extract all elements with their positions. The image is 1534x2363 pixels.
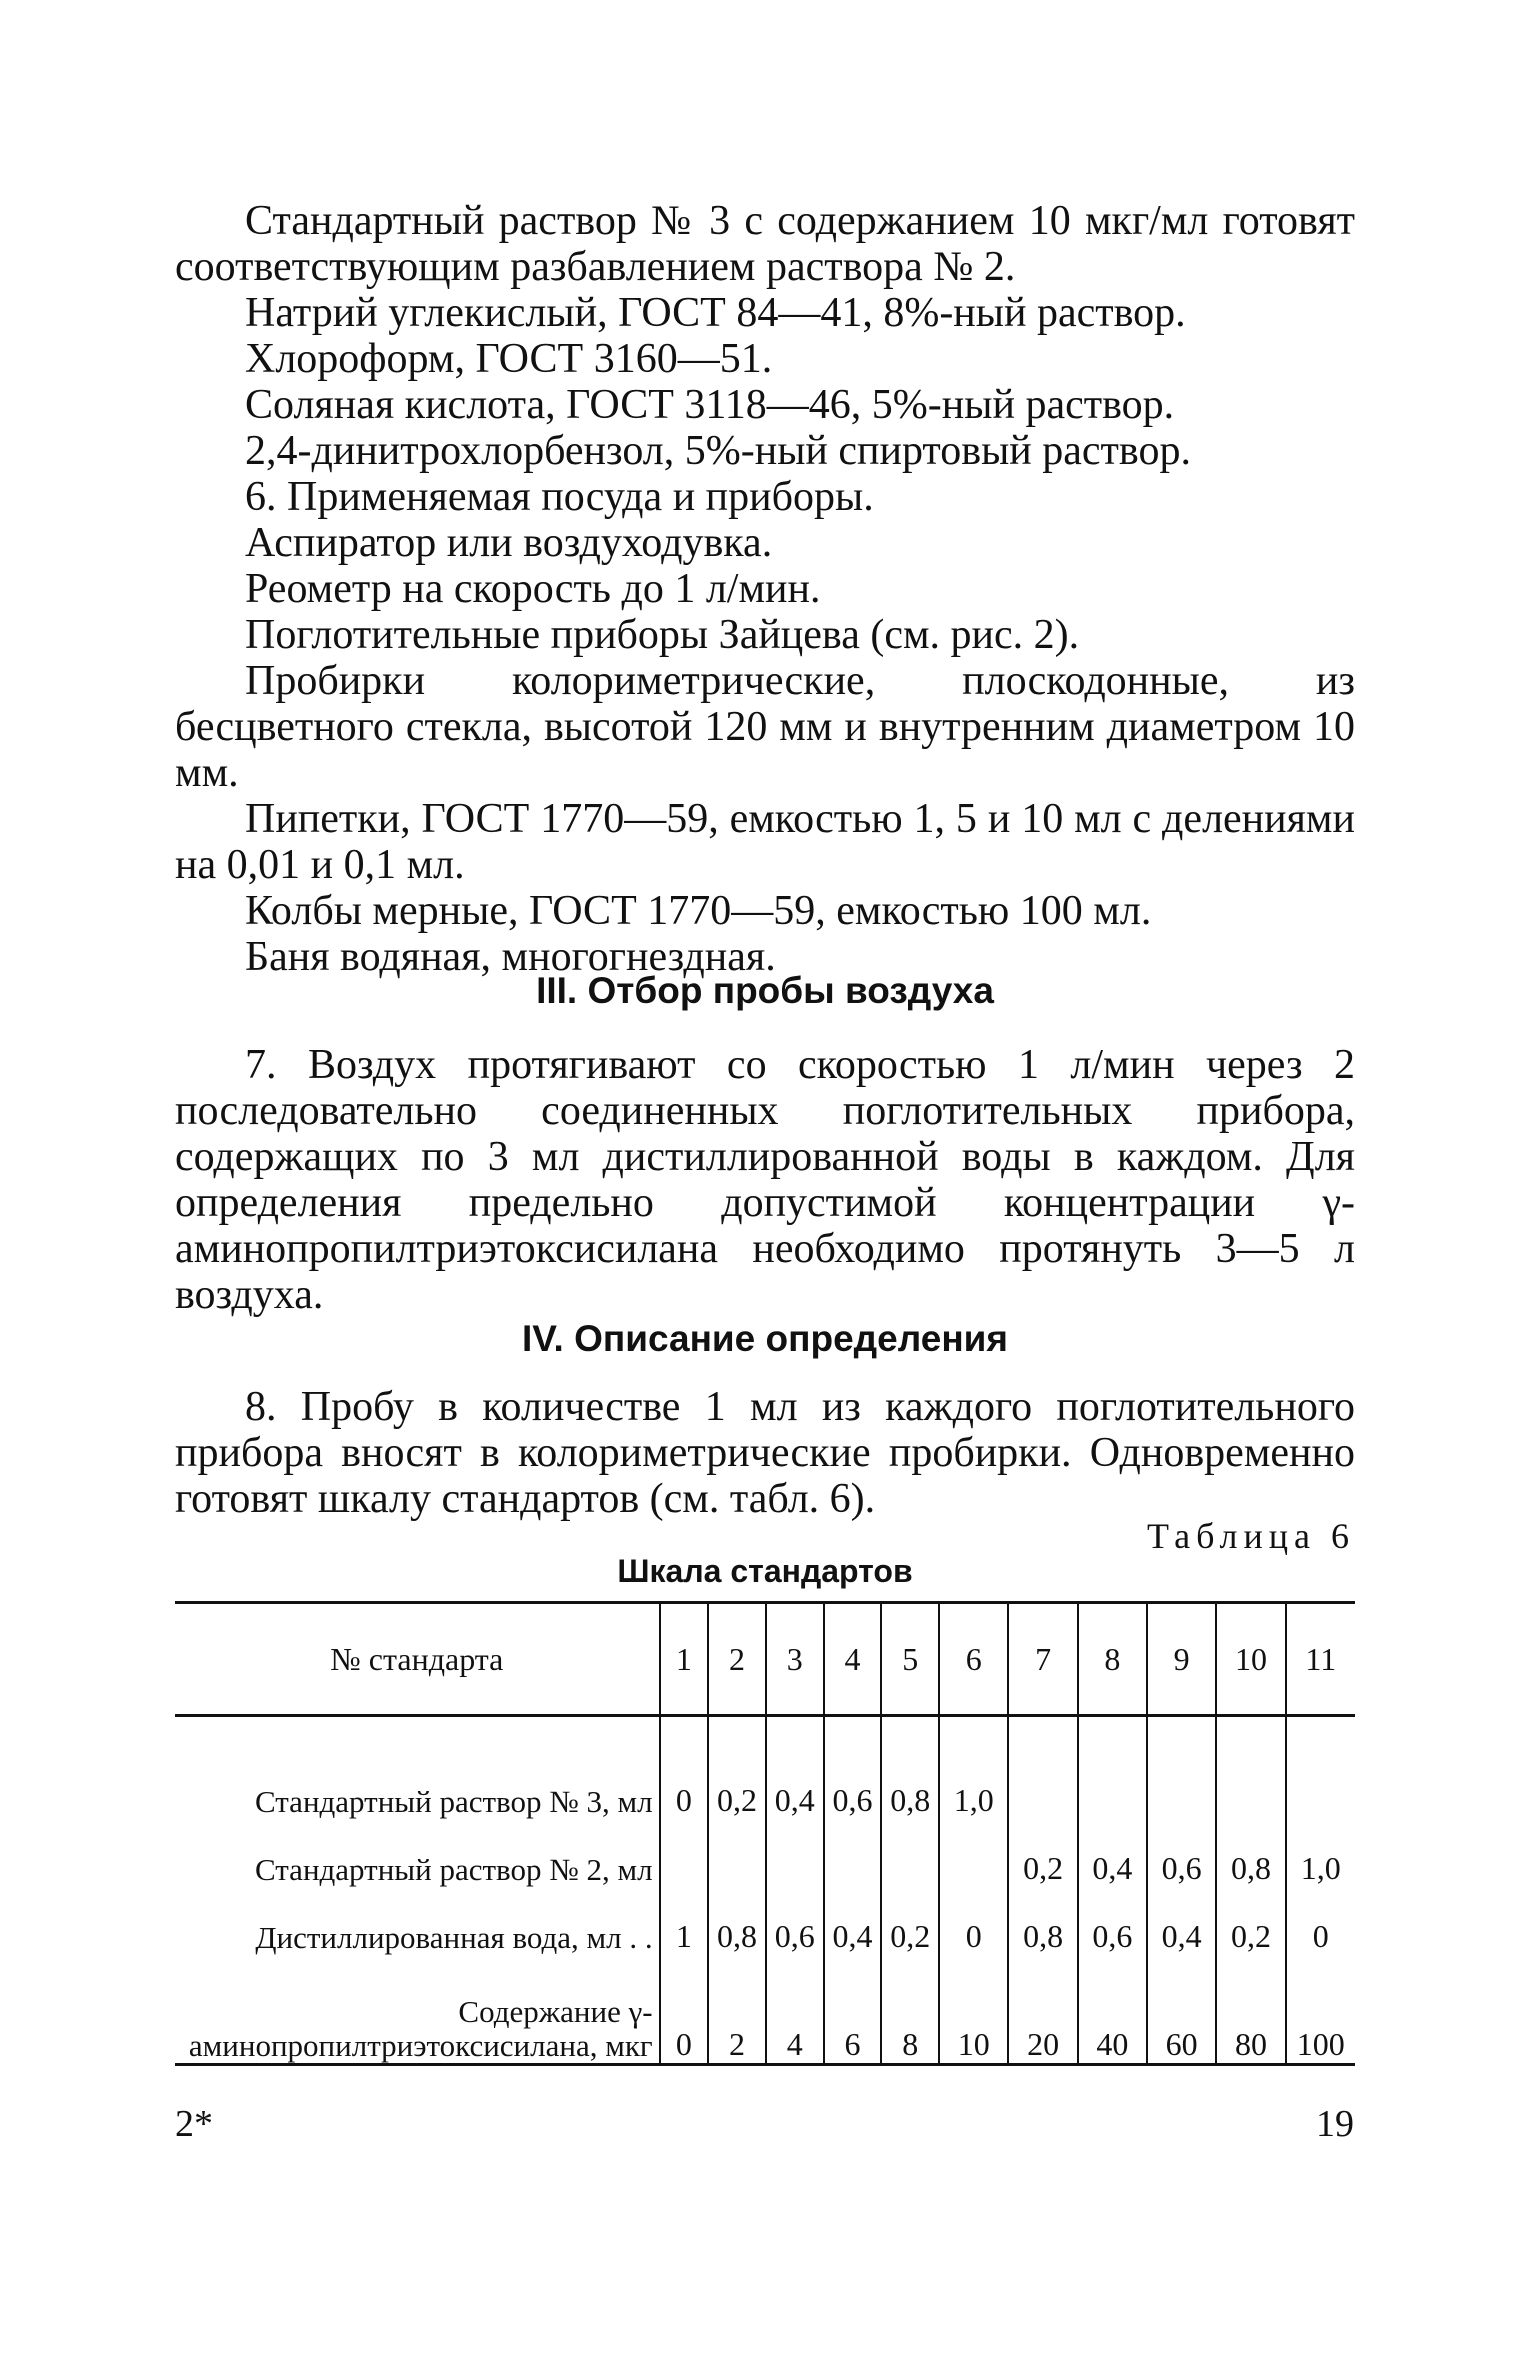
paragraph: Пипетки, ГОСТ 1770—59, емкостью 1, 5 и 10 мл с делениями на 0,01 и 0,1 мл.	[175, 796, 1355, 888]
table-cell: 0,4	[1078, 1819, 1147, 1887]
paragraph: Стандартный раствор № 3 с содержанием 10 мкг/мл готовят соответствующим разбавлением раствора № 2.	[175, 198, 1355, 290]
table-cell: 0,6	[766, 1887, 824, 1955]
table-cell: 40	[1078, 1955, 1147, 2065]
table-cell	[1147, 1716, 1216, 1820]
header-cell: 2	[708, 1603, 766, 1716]
table-cell	[708, 1819, 766, 1887]
paragraph: Баня водяная, многогнездная.	[245, 934, 776, 980]
table-cell: 4	[766, 1955, 824, 2065]
header-cell: 5	[881, 1603, 939, 1716]
table-cell: 6	[824, 1955, 882, 2065]
paragraph: Хлороформ, ГОСТ 3160—51.	[245, 336, 773, 382]
table-cell: 0,8	[1008, 1887, 1077, 1955]
table-cell	[1216, 1716, 1285, 1820]
standards-table	[175, 1601, 1355, 2066]
paragraph: Пробирки колориметрические, плоскодонные, из бесцветного стекла, высотой 120 мм и внутренним диаметром 10 мм.	[175, 658, 1355, 796]
table-row	[175, 1716, 1355, 1820]
table-title: Шкала стандартов	[617, 1553, 913, 1589]
table-cell: 0,8	[881, 1716, 939, 1820]
table-row	[175, 1887, 1355, 1955]
table-cell: 0,8	[1216, 1819, 1285, 1887]
paragraph: Аспиратор или воздуходувка.	[245, 520, 773, 566]
section-heading: III. Отбор пробы воздуха	[536, 970, 994, 1011]
table-cell: 0,6	[1147, 1819, 1216, 1887]
table-cell	[881, 1819, 939, 1887]
table-cell: 2	[708, 1955, 766, 2065]
page-number: 19	[1316, 2103, 1354, 2145]
row-label: Стандартный раствор № 3, мл	[254, 1784, 653, 1819]
table-cell	[766, 1819, 824, 1887]
paragraph: Соляная кислота, ГОСТ 3118—46, 5%-ный раствор.	[245, 382, 1175, 428]
table-cell	[1286, 1716, 1355, 1820]
table-cell: 10	[939, 1955, 1008, 2065]
table-cell	[660, 1819, 709, 1887]
paragraph: Колбы мерные, ГОСТ 1770—59, емкостью 100 мл.	[245, 888, 1152, 934]
header-cell: 11	[1286, 1603, 1355, 1716]
table-cell: 8	[881, 1955, 939, 2065]
table-cell: 100	[1286, 1955, 1355, 2065]
paragraph: 6. Применяемая посуда и приборы.	[245, 474, 874, 520]
table-cell: 0,8	[708, 1887, 766, 1955]
materials-list	[175, 198, 1355, 980]
table-row	[175, 1955, 1355, 2065]
paragraph: 2,4-динитрохлорбензол, 5%-ный спиртовый раствор.	[245, 428, 1191, 474]
table-cell: 0	[660, 1716, 709, 1820]
header-cell: 9	[1147, 1603, 1216, 1716]
row-label: Содержание γ-аминопропилтриэтоксисилана, мкг	[188, 1994, 653, 2063]
paragraph: 7. Воздух протягивают со скоростью 1 л/мин через 2 последовательно соединенных поглотительных прибора, содержащих по 3 мл дистиллированной воды в каждом. Для определения предельно допустимой концентрации γ-аминопропилтриэтоксисилана необходимо протянуть 3—5 л воздуха.	[175, 1042, 1355, 1318]
table-cell: 0,6	[1078, 1887, 1147, 1955]
section-body	[175, 1042, 1355, 1318]
header-cell: 7	[1008, 1603, 1077, 1716]
table-header-row	[175, 1603, 1355, 1716]
table-cell: 0,4	[824, 1887, 882, 1955]
table-cell: 0,2	[1216, 1887, 1285, 1955]
table-cell: 1,0	[1286, 1819, 1355, 1887]
table-cell	[1008, 1716, 1077, 1820]
header-cell: 6	[939, 1603, 1008, 1716]
header-cell: 10	[1216, 1603, 1285, 1716]
table-cell	[1078, 1716, 1147, 1820]
table-cell	[939, 1819, 1008, 1887]
table-cell: 20	[1008, 1955, 1077, 2065]
header-cell: 4	[824, 1603, 882, 1716]
paragraph: Реометр на скорость до 1 л/мин.	[245, 566, 821, 612]
paragraph: 8. Пробу в количестве 1 мл из каждого поглотительного прибора вносят в колориметрические пробирки. Одновременно готовят шкалу стандартов (см. табл. 6).	[175, 1384, 1355, 1522]
table-cell: 1	[660, 1887, 709, 1955]
paragraph: Поглотительные приборы Зайцева (см. рис. 2).	[245, 612, 1080, 658]
row-label: Стандартный раствор № 2, мл	[254, 1852, 653, 1887]
paragraph: Натрий углекислый, ГОСТ 84—41, 8%-ный раствор.	[245, 290, 1186, 336]
table-cell: 0	[939, 1887, 1008, 1955]
table-cell: 0	[660, 1955, 709, 2065]
table-caption: Таблица 6	[1147, 1516, 1355, 1556]
section-body	[175, 1384, 1355, 1522]
header-cell: 3	[766, 1603, 824, 1716]
table-cell: 0,6	[824, 1716, 882, 1820]
table-cell: 60	[1147, 1955, 1216, 2065]
table-cell	[824, 1819, 882, 1887]
table-cell: 80	[1216, 1955, 1285, 2065]
table-cell: 0,2	[708, 1716, 766, 1820]
table-cell: 0	[1286, 1887, 1355, 1955]
section-heading: IV. Описание определения	[521, 1318, 1009, 1359]
table-row	[175, 1819, 1355, 1887]
table-cell: 0,2	[881, 1887, 939, 1955]
table-cell: 0,2	[1008, 1819, 1077, 1887]
table-cell: 0,4	[1147, 1887, 1216, 1955]
header-cell: 1	[660, 1603, 709, 1716]
table-cell: 0,4	[766, 1716, 824, 1820]
signature-mark: 2*	[175, 2103, 213, 2145]
row-label: Дистиллированная вода, мл . .	[255, 1920, 653, 1955]
table-cell: 1,0	[939, 1716, 1008, 1820]
header-cell: № стандарта	[175, 1603, 660, 1716]
header-cell: 8	[1078, 1603, 1147, 1716]
